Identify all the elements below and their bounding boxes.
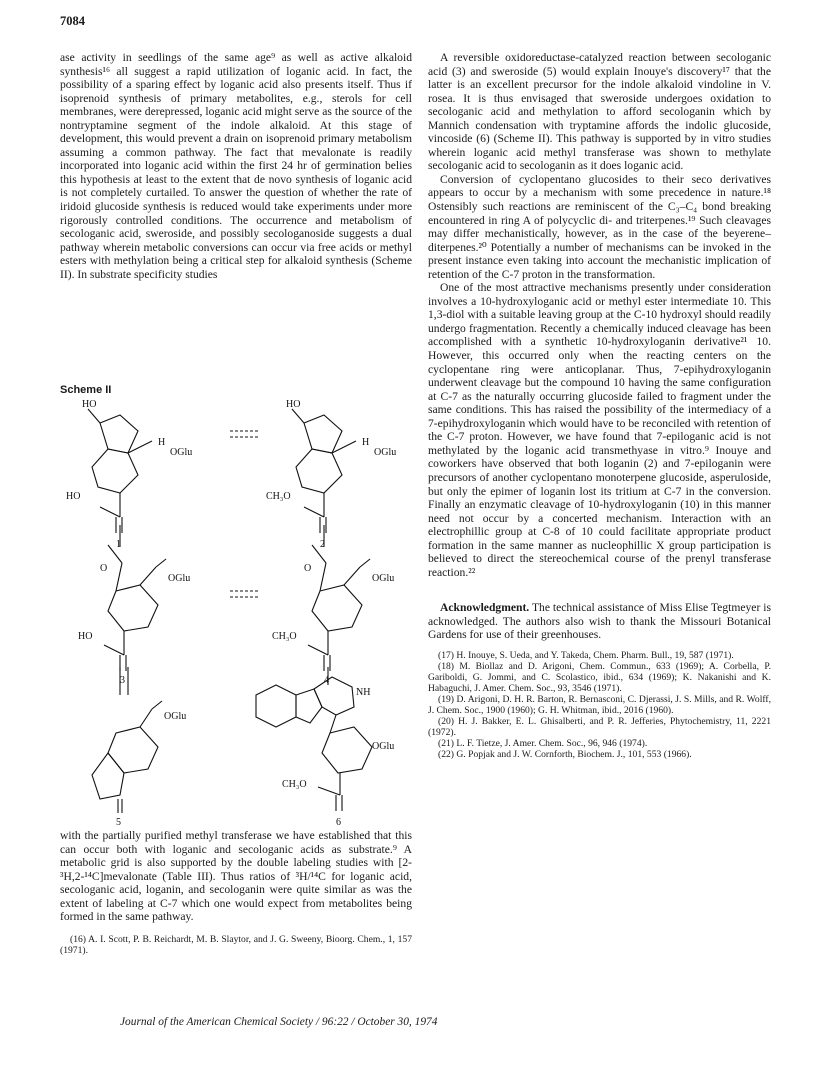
left-column-bottom [60, 829, 412, 956]
paragraph: Conversion of cyclopentano glucosides to their seco derivatives appears to occur by a mechanism with some precedence in nature.¹⁸ Ostensibly such reactions are reminiscent of the C₃–C₄ bond breaking encountered in ring A of polycyclic di- and triterpenes.¹⁹ Such cleavages may differ mechanistically, however, as in the case of the beyerene–diterpenes.²⁰ Potentially a number of mechanisms can be invoked in the present instance even taking into account the mechanistic implication of retention of the C-7 proton in the transformation. [428, 172, 771, 281]
left-column-top [60, 51, 412, 281]
compound-label-6: 6 [336, 817, 341, 827]
references-left [60, 934, 412, 956]
compound-4-structure [308, 545, 370, 671]
label-ch3o: CH₃O [272, 631, 297, 642]
reference-20: (20) H. J. Bakker, E. L. Ghisalberti, and P. R. Jefferies, Phytochemistry, 11, 2221 (1972). [428, 715, 771, 738]
label-ho: HO [82, 399, 97, 410]
label-ch3o: CH₃O [282, 779, 307, 790]
compound-label-1: 1 [116, 539, 121, 550]
label-ho: HO [286, 399, 301, 410]
label-h: H [362, 437, 370, 448]
right-column [428, 51, 771, 760]
label-ho: HO [78, 631, 93, 642]
label-nh: NH [356, 687, 371, 698]
reference-21: (21) L. F. Tietze, J. Amer. Chem. Soc., 96, 946 (1974). [438, 737, 648, 749]
paragraph: One of the most attractive mechanisms presently under consideration involves a 10-hydroxyloganic acid or methyl ester intermediate 10. This 1,3-diol with a suitable leaving group at the C-10 hydroxyl should readily undergo fragmentation. Recently a chemically induced cleavage has been accomplished with a synthetic 10-hydroxyloganin derivative²¹ 10. However, this occurred only when the reacting centers on the cyclopentane ring were anticoplanar. Thus, 7-epihydroxyloganin underwent cleavage but the compound 10 having the same configuration at C-7 as the naturally occurring glucoside failed to fragment under the same conditions. This has raised the possibility of the intermediacy of a 7-epihydroxyloganin which would have to be reconciled with retention of the C-7 proton. However, we have found that 7-epiloganic acid is not methylated by the loganic acid transmethyase in vitro.⁹ Inouye and coworkers have observed that both loganin (2) and 7-epiloganin were precursors of another cyclopentano monoterpene glucoside, asperuloside, but only the epimer of loganin lost its tritium at C-7 in the conversion. Finally an enzymatic cleavage of 10-hydroxyloganin (10) in this manner need not occur by a concerted mechanism. Interaction with an electrophillic group at C-8 of 10 could facilitate appropriate product formation in the same manner as nucleophillic X group participation is believed to direct the stereochemical course of the prenyl transferase reaction.²² [428, 281, 771, 579]
scheme-ii-diagram [60, 395, 412, 827]
paragraph: A reversible oxidoreductase-catalyzed reaction between secologanic acid (3) and sweroside (5) would explain Inouye's discovery¹⁷ that the latter is an excellent precursor for the indole alkaloid vindoline in V. rosea. It is thus envisaged that sweroside undergoes oxidation to secologanic acid and methylation to afford secologanin which by Mannich condensation with tryptamine affords the indolic glucoside, vincoside (6) (Scheme II). This pathway is supported by in vitro studies wherein loganic acid methyl transferase was shown to methylate secologanic acid to secologanin as it does loganic acid. [428, 51, 771, 173]
page-number: 7084 [60, 14, 85, 28]
label-h: H [158, 437, 166, 448]
label-o: O [100, 563, 108, 574]
compound-label-4: 4 [324, 675, 329, 686]
compound-label-5: 5 [116, 817, 121, 827]
compound-6-structure [256, 677, 372, 811]
label-ch3o: CH₃O [266, 491, 291, 502]
label-ho: HO [66, 491, 81, 502]
reference-19: (19) D. Arigoni, D. H. R. Barton, R. Bernasconi, C. Djerassi, J. S. Mills, and R. Wolff, J. Chem. Soc., 1900 (1960); G. H. Whitman, ibid., 2016 (1960). [428, 693, 771, 716]
paragraph: ase activity in seedlings of the same age⁹ as well as active alkaloid synthesis¹⁶ all suggest a rapid utilization of loganic acid. In fact, the possibility of a sparing effect by loganic acid also presents itself. Thus if isoprenoid synthesis of primary metabolites, e.g., sterols for cell membranes, were derepressed, loganic acid might serve as the source of the nontryptamine segment of the indole alkaloid. At this stage of development, this would prevent a drain on isoprenoid primary metabolism assuming a common pathway. The fact that mevalonate is readily incorporated into loganic acid within the first 24 hr of germination belies this hypothesis at least to the extent that de novo synthesis of loganic acid is not completely curtailed. To answer the question of whether the rate of iridoid glucoside synthesis is reduced would take experiments under more rigorously controlled conditions. The occurrence and metabolism of secologanic acid, sweroside, and possibly secologanoside suggests a dual pathway wherein metabolic conversions can occur via free acids or methyl esters with methylation being a critical step for alkaloid synthesis (Scheme II). In substrate specificity studies [60, 51, 412, 281]
compound-2-structure [292, 409, 356, 533]
label-oglu: OGlu [164, 711, 187, 722]
acknowledgment-heading: Acknowledgment. [440, 601, 530, 615]
reference-17: (17) H. Inouye, S. Ueda, and Y. Takeda, Chem. Pharm. Bull., 19, 587 (1971). [438, 649, 734, 661]
reference-16: (16) A. I. Scott, P. B. Reichardt, M. B. Slaytor, and J. G. Sweeny, Bioorg. Chem., 1, 157 (1971). [60, 933, 412, 956]
label-o: O [304, 563, 312, 574]
label-oglu: OGlu [372, 741, 395, 752]
scheme-arrows [230, 431, 260, 597]
reference-18: (18) M. Biollaz and D. Arigoni, Chem. Commun., 633 (1969); A. Corbella, P. Gariboldi, G. Jommi, and C. Scolastico, ibid., 634 (1969); K. Nakanishi and K. Habaguchi, J. Amer. Chem. Soc., 93, 3546 (1971). [428, 660, 771, 694]
label-oglu: OGlu [374, 447, 397, 458]
compound-label-2: 2 [320, 539, 325, 550]
label-oglu: OGlu [372, 573, 395, 584]
references-right [428, 650, 771, 760]
scheme-title: Scheme II [60, 384, 112, 396]
acknowledgment [428, 601, 771, 642]
label-oglu: OGlu [170, 447, 193, 458]
reference-22: (22) G. Popjak and J. W. Cornforth, Biochem. J., 101, 553 (1966). [438, 748, 692, 760]
compound-1-structure [88, 409, 152, 533]
paragraph: with the partially purified methyl transferase we have established that this can occur both with loganic and secologanic acids as substrate.⁹ A metabolic grid is also supported by the double labeling studies with [2-³H,2-¹⁴C]mevalonate (Table III). Thus ratios of ³H/¹⁴C for loganic acid, secologanic acid, loganin, and secologanin were quite similar as was the extent of labeling at C-7 which one would expect from metabolites being formed in the same pathway. [60, 829, 412, 924]
label-oglu: OGlu [168, 573, 191, 584]
compound-label-3: 3 [120, 675, 125, 686]
compound-5-structure [92, 701, 162, 813]
acknowledgment-text: The technical assistance of Miss Elise Tegtmeyer is acknowledged. The authors also wish to thank the Missouri Botanical Gardens for use of their greenhouses. [428, 601, 771, 642]
compound-3-structure [104, 545, 166, 671]
journal-footer: Journal of the American Chemical Society / 96:22 / October 30, 1974 [120, 1016, 438, 1028]
